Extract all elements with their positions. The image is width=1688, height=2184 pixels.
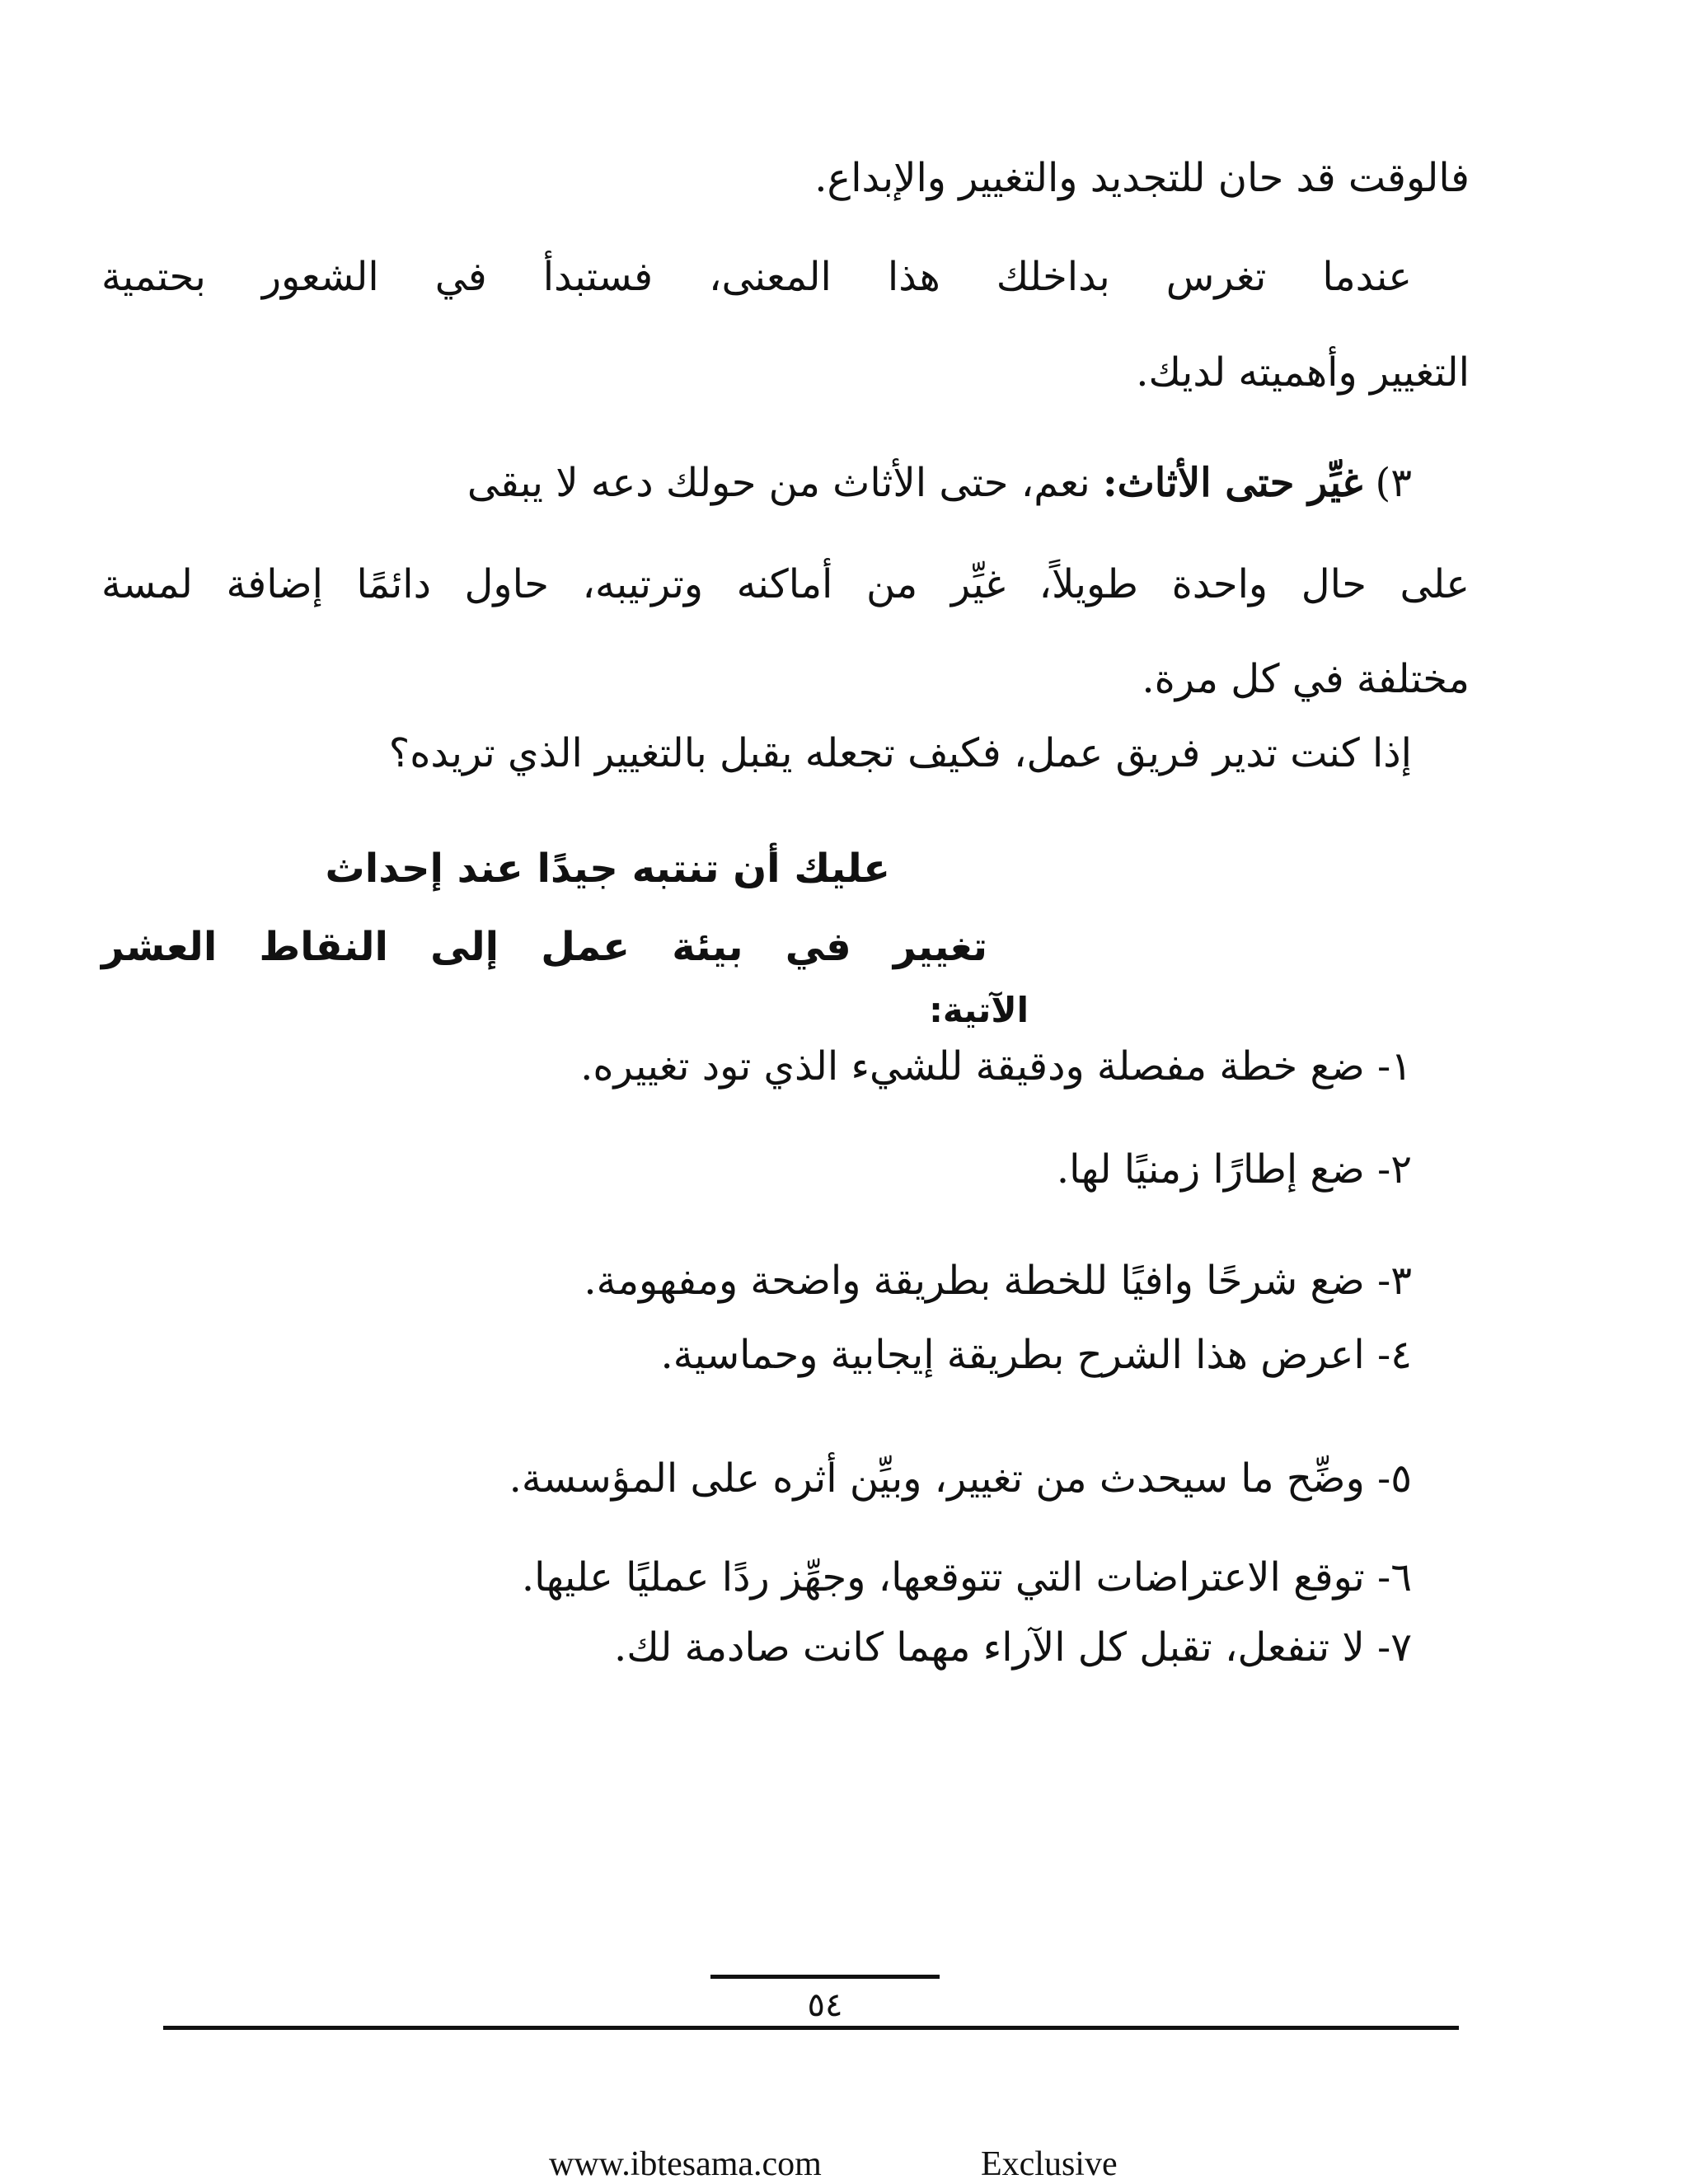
list-item-6: ٦- توقع الاعتراضات التي تتوقعها، وجهِّز ردًا عمليًا عليها. — [521, 1554, 1412, 1601]
page-number-top-rule — [710, 1975, 940, 1979]
list-item-4: ٤- اعرض هذا الشرح بطريقة إيجابية وحماسية. — [660, 1332, 1412, 1378]
list-item-1: ١- ضع خطة مفصلة ودقيقة للشيء الذي تود تغييره. — [580, 1043, 1412, 1090]
point-3-line-2: على حال واحدة طويلاً، غيِّر من أماكنه وترتيبه، حاول دائمًا إضافة لمسة — [101, 561, 1470, 607]
footer-label: Exclusive — [981, 2145, 1118, 2183]
point-3-number: ٣) — [1375, 460, 1412, 506]
point-3-title: غيِّر حتى الأثاث: — [1102, 460, 1363, 506]
list-item-7: ٧- لا تنفعل، تقبل كل الآراء مهما كانت صادمة لك. — [613, 1624, 1412, 1671]
point-3-line-3: مختلفة في كل مرة. — [1142, 656, 1470, 702]
heading-line-2: تغيير في بيئة عمل إلى النقاط العشر — [101, 924, 987, 970]
heading-line-3: الآتية: — [929, 990, 1029, 1030]
list-item-3: ٣- ضع شرحًا وافيًا للخطة بطريقة واضحة ومفهومة. — [584, 1258, 1412, 1304]
page-number: ٥٤ — [807, 1986, 843, 2024]
footer-divider-rule — [163, 2026, 1459, 2030]
list-item-2: ٢- ضع إطارًا زمنيًا لها. — [1056, 1146, 1412, 1193]
point-3-line-1-text: نعم، حتى الأثاث من حولك دعه لا يبقى — [467, 460, 1090, 506]
point-3-line-1 — [101, 460, 1412, 506]
paragraph-line-1: فالوقت قد حان للتجديد والتغيير والإبداع. — [814, 155, 1470, 201]
question-line: إذا كنت تدير فريق عمل، فكيف تجعله يقبل بالتغيير الذي تريده؟ — [388, 730, 1412, 776]
list-item-5: ٥- وضِّح ما سيحدث من تغيير، وبيِّن أثره على المؤسسة. — [509, 1455, 1412, 1502]
footer-website: www.ibtesama.com — [549, 2145, 822, 2183]
heading-line-1: عليك أن تنتبه جيدًا عند إحداث — [325, 846, 890, 892]
paragraph-line-2: عندما تغرس بداخلك هذا المعنى، فستبدأ في الشعور بحتمية — [101, 254, 1412, 300]
paragraph-line-3: التغيير وأهميته لديك. — [1136, 349, 1470, 396]
